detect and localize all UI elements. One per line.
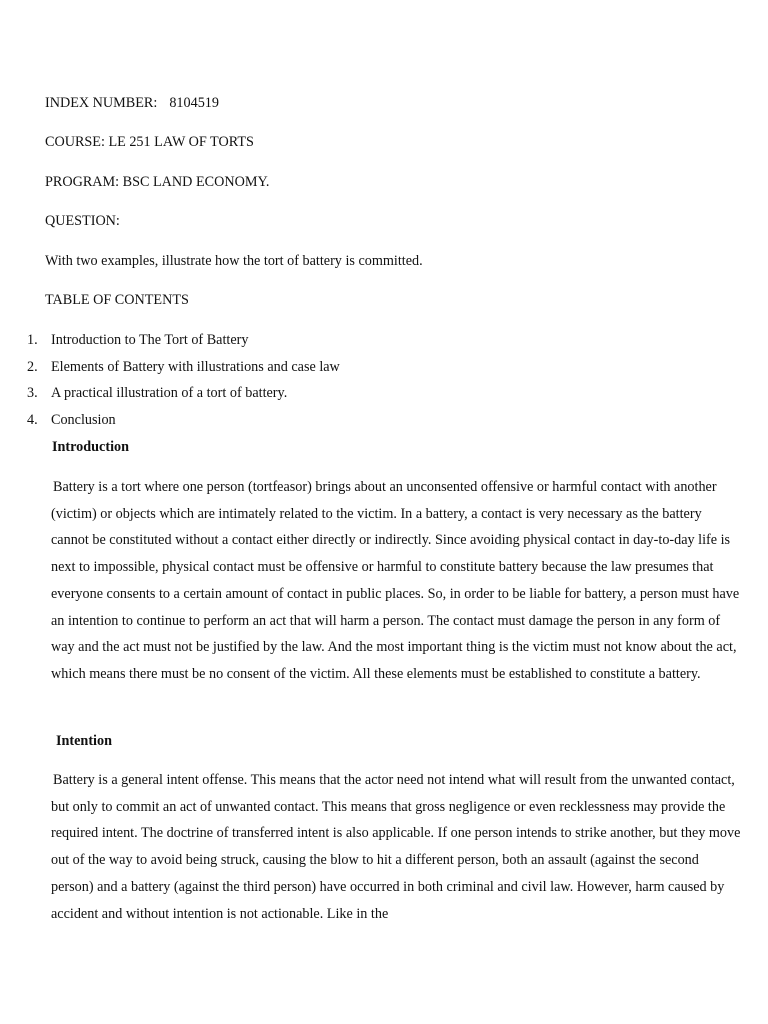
toc-title: TABLE OF CONTENTS xyxy=(45,292,189,308)
question-label: QUESTION: xyxy=(45,213,120,229)
index-number-value: 8104519 xyxy=(169,95,219,111)
toc-item-text: Elements of Battery with illustrations and case law xyxy=(51,358,340,375)
index-number-label: INDEX NUMBER: xyxy=(45,95,158,111)
course-line: COURSE: LE 251 LAW OF TORTS xyxy=(45,134,254,150)
intention-heading: Intention xyxy=(56,733,112,749)
toc-item-number: 4. xyxy=(27,411,38,428)
toc-item-number: 3. xyxy=(27,385,38,401)
question-text: With two examples, illustrate how the tort of battery is committed. xyxy=(45,253,423,269)
toc-item-text: A practical illustration of a tort of battery. xyxy=(51,385,288,401)
toc-item-number: 2. xyxy=(27,358,38,375)
toc-item-text: Introduction to The Tort of Battery xyxy=(51,332,249,348)
introduction-heading: Introduction xyxy=(52,439,129,455)
introduction-paragraph: Battery is a tort where one person (tortfeasor) brings about an unconsented offensive or harmful contact with another (victim) or objects which are intimately related to the victim. In a battery, a contact is very necessary as the battery cannot be constituted without a contact either directly or indirectly. Since avoiding physical contact in day-to-day life is next to impossible, physical contact must be offensive or harmful to constitute battery because the law presumes that everyone consents to a certain amount of contact in public places. So, in order to be liable for battery, a person must have an intention to continue to perform an act that will harm a person. The contact must damage the person in any form of way and the act must not be justified by the law. And the most important thing is the victim must not know about the act, which means there must be no consent of the victim. All these elements must be established to constitute a battery. xyxy=(51,479,740,682)
toc-item-text: Conclusion xyxy=(51,411,116,428)
program-line: PROGRAM: BSC LAND ECONOMY. xyxy=(45,174,270,190)
intention-paragraph: Battery is a general intent offense. This means that the actor need not intend what will result from the unwanted contact, but only to commit an act of unwanted contact. This means that gross negligence or even recklessness may provide the required intent. The doctrine of transferred intent is also applicable. If one person intends to strike another, but they move out of the way to avoid being struck, causing the blow to hit a different person, both an assault (against the second person) and a battery (against the third person) have occurred in both criminal and civil law. However, harm caused by accident and without intention is not actionable. Like in the xyxy=(51,772,741,922)
toc-item-number: 1. xyxy=(27,332,38,348)
index-number-line xyxy=(45,94,219,112)
